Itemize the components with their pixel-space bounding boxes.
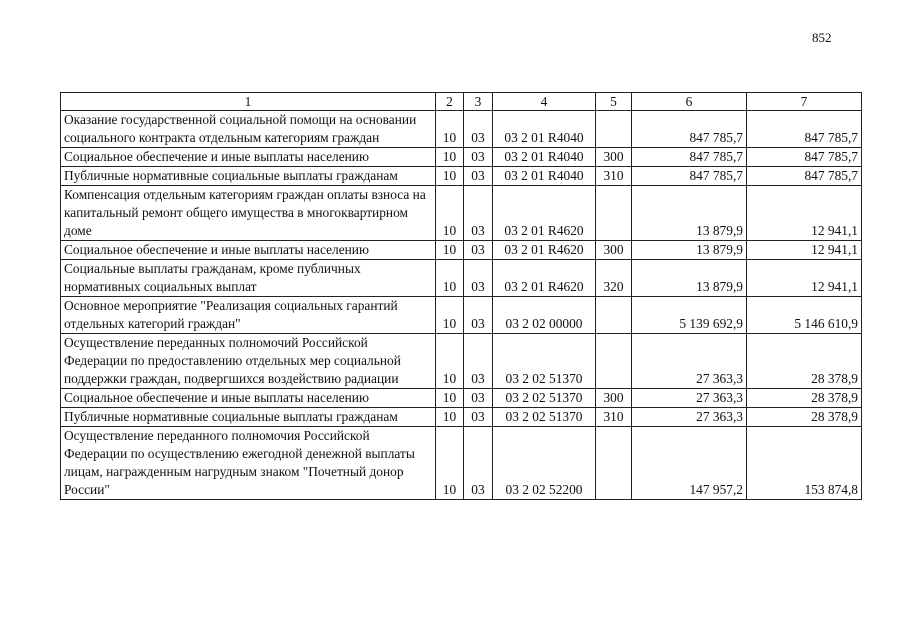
row-subsection: 03 (464, 389, 493, 408)
row-amount-col6: 27 363,3 (632, 389, 747, 408)
table-row (61, 297, 862, 334)
table-row (61, 334, 862, 389)
header-row (61, 93, 862, 111)
row-subsection: 03 (464, 148, 493, 167)
row-name: Социальное обеспечение и иные выплаты населению (61, 148, 436, 167)
row-name: Социальное обеспечение и иные выплаты населению (61, 241, 436, 260)
row-section: 10 (436, 241, 464, 260)
row-amount-col6: 847 785,7 (632, 111, 747, 148)
row-amount-col6: 13 879,9 (632, 260, 747, 297)
table-row (61, 408, 862, 427)
row-subsection: 03 (464, 334, 493, 389)
page-number: 852 (812, 30, 832, 45)
budget-table (60, 92, 862, 500)
table-body (61, 111, 862, 500)
header-col-1: 1 (61, 93, 436, 111)
header-col-7: 7 (747, 93, 862, 111)
row-amount-col6: 5 139 692,9 (632, 297, 747, 334)
row-amount-col7: 12 941,1 (747, 241, 862, 260)
row-subsection: 03 (464, 111, 493, 148)
row-section: 10 (436, 148, 464, 167)
row-amount-col6: 13 879,9 (632, 186, 747, 241)
row-target-article: 03 2 01 R4040 (493, 148, 596, 167)
row-target-article: 03 2 01 R4620 (493, 186, 596, 241)
row-section: 10 (436, 334, 464, 389)
table-row (61, 260, 862, 297)
row-target-article: 03 2 01 R4040 (493, 111, 596, 148)
row-amount-col7: 12 941,1 (747, 186, 862, 241)
row-amount-col6: 847 785,7 (632, 148, 747, 167)
row-section: 10 (436, 427, 464, 500)
row-section: 10 (436, 186, 464, 241)
row-target-article: 03 2 01 R4620 (493, 260, 596, 297)
row-amount-col6: 13 879,9 (632, 241, 747, 260)
row-amount-col7: 847 785,7 (747, 148, 862, 167)
row-subsection: 03 (464, 408, 493, 427)
row-subsection: 03 (464, 260, 493, 297)
header-col-6: 6 (632, 93, 747, 111)
row-section: 10 (436, 111, 464, 148)
row-expense-type: 300 (596, 148, 632, 167)
row-name: Социальные выплаты гражданам, кроме публичных нормативных социальных выплат (61, 260, 436, 297)
table-row (61, 167, 862, 186)
row-target-article: 03 2 02 51370 (493, 408, 596, 427)
row-amount-col7: 847 785,7 (747, 167, 862, 186)
row-section: 10 (436, 408, 464, 427)
row-subsection: 03 (464, 241, 493, 260)
row-amount-col7: 5 146 610,9 (747, 297, 862, 334)
row-section: 10 (436, 297, 464, 334)
header-col-5: 5 (596, 93, 632, 111)
table-row (61, 241, 862, 260)
row-target-article: 03 2 02 51370 (493, 334, 596, 389)
row-subsection: 03 (464, 297, 493, 334)
row-expense-type: 300 (596, 241, 632, 260)
table-row (61, 427, 862, 500)
row-amount-col7: 153 874,8 (747, 427, 862, 500)
table-row (61, 186, 862, 241)
header-col-2: 2 (436, 93, 464, 111)
table-header (61, 93, 862, 111)
row-expense-type (596, 111, 632, 148)
row-expense-type: 310 (596, 408, 632, 427)
row-amount-col7: 28 378,9 (747, 334, 862, 389)
row-expense-type: 300 (596, 389, 632, 408)
row-target-article: 03 2 01 R4620 (493, 241, 596, 260)
table-row (61, 148, 862, 167)
row-expense-type (596, 334, 632, 389)
row-expense-type: 320 (596, 260, 632, 297)
row-name: Публичные нормативные социальные выплаты гражданам (61, 408, 436, 427)
row-target-article: 03 2 02 52200 (493, 427, 596, 500)
row-amount-col6: 27 363,3 (632, 334, 747, 389)
row-target-article: 03 2 01 R4040 (493, 167, 596, 186)
table-row (61, 111, 862, 148)
row-amount-col6: 847 785,7 (632, 167, 747, 186)
row-name: Основное мероприятие "Реализация социальных гарантий отдельных категорий граждан" (61, 297, 436, 334)
row-name: Осуществление переданного полномочия Российской Федерации по осуществлению ежегодной денежной выплаты лицам, награжденным нагрудным знаком "Почетный донор России" (61, 427, 436, 500)
row-name: Публичные нормативные социальные выплаты гражданам (61, 167, 436, 186)
row-expense-type (596, 186, 632, 241)
row-name: Осуществление переданных полномочий Российской Федерации по предоставлению отдельных мер социальной поддержки граждан, подвергшихся воздействию радиации (61, 334, 436, 389)
table-row (61, 389, 862, 408)
header-col-3: 3 (464, 93, 493, 111)
row-section: 10 (436, 389, 464, 408)
row-amount-col7: 12 941,1 (747, 260, 862, 297)
row-amount-col7: 28 378,9 (747, 408, 862, 427)
row-expense-type (596, 427, 632, 500)
row-section: 10 (436, 167, 464, 186)
row-expense-type: 310 (596, 167, 632, 186)
row-subsection: 03 (464, 167, 493, 186)
row-target-article: 03 2 02 51370 (493, 389, 596, 408)
row-name: Оказание государственной социальной помощи на основании социального контракта отдельным категориям граждан (61, 111, 436, 148)
row-name: Компенсация отдельным категориям граждан оплаты взноса на капитальный ремонт общего имущества в многоквартирном доме (61, 186, 436, 241)
row-section: 10 (436, 260, 464, 297)
row-amount-col7: 847 785,7 (747, 111, 862, 148)
row-amount-col6: 147 957,2 (632, 427, 747, 500)
row-subsection: 03 (464, 427, 493, 500)
row-expense-type (596, 297, 632, 334)
header-col-4: 4 (493, 93, 596, 111)
row-name: Социальное обеспечение и иные выплаты населению (61, 389, 436, 408)
row-target-article: 03 2 02 00000 (493, 297, 596, 334)
row-subsection: 03 (464, 186, 493, 241)
row-amount-col7: 28 378,9 (747, 389, 862, 408)
row-amount-col6: 27 363,3 (632, 408, 747, 427)
